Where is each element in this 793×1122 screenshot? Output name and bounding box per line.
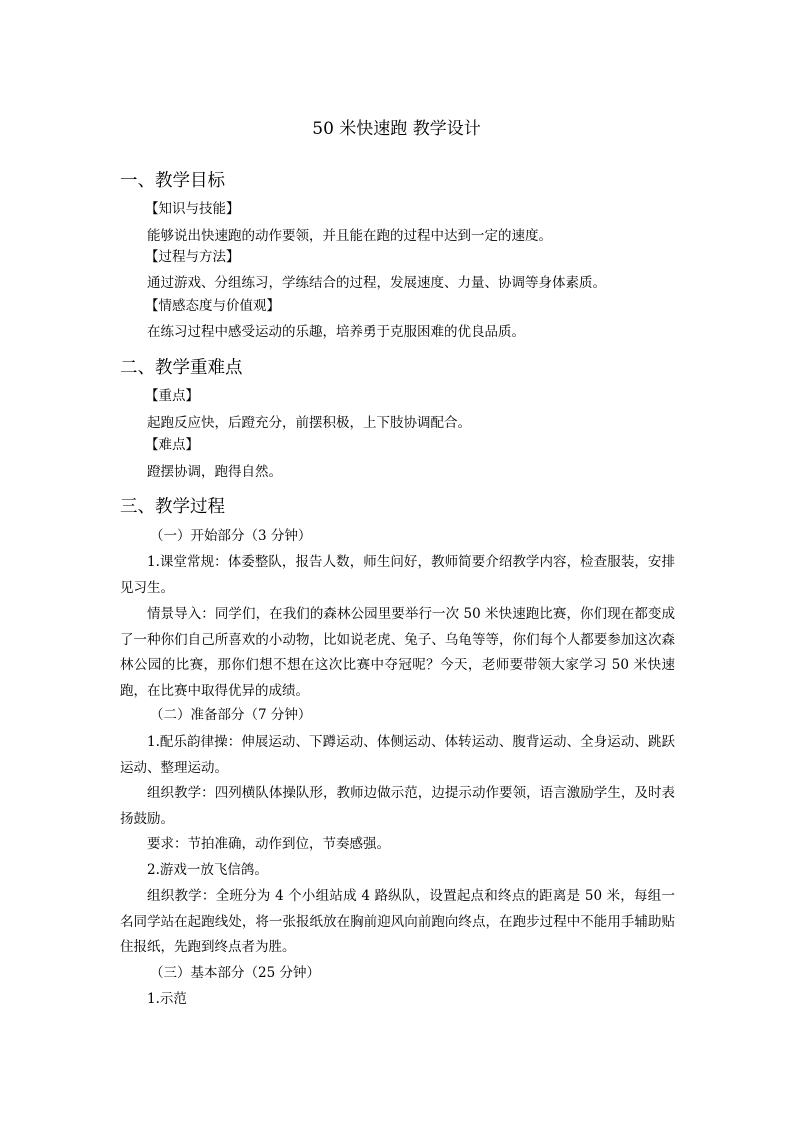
- part-heading-start: （一）开始部分（3 分钟）: [150, 528, 312, 544]
- section-heading-process: 三、教学过程: [120, 497, 225, 517]
- label-process-methods: 【过程与方法】: [145, 249, 240, 265]
- label-key-point: 【重点】: [145, 388, 199, 404]
- part-heading-basic: （三）基本部分（25 分钟）: [150, 965, 320, 981]
- paragraph-rhythm-exercise: 1.配乐韵律操：伸展运动、下蹲运动、体侧运动、体转运动、腹背运动、全身运动、跳跃运动、整理运动。: [120, 734, 675, 776]
- label-knowledge-skills: 【知识与技能】: [145, 201, 240, 217]
- paragraph-demonstration: 1.示范: [147, 991, 187, 1007]
- section-heading-objectives: 一、教学目标: [120, 171, 225, 191]
- paragraph-organization-2: 组织教学：全班分为 4 个小组站成 4 路纵队，设置起点和终点的距离是 50 米，每组一名同学站在起跑线处，将一张报纸放在胸前迎风向前跑向终点，在跑步过程中不能用手辅助贴住报纸，先跑到终点者为胜。: [120, 888, 675, 955]
- part-heading-preparation: （二）准备部分（7 分钟）: [150, 707, 312, 723]
- paragraph-game-title: 2.游戏一放飞信鸽。: [147, 862, 268, 878]
- text-process-methods: 通过游戏、分组练习，学练结合的过程，发展速度、力量、协调等身体素质。: [147, 275, 606, 291]
- text-key-point: 起跑反应快，后蹬充分，前摆积极，上下肢协调配合。: [147, 415, 471, 431]
- text-knowledge-skills: 能够说出快速跑的动作要领，并且能在跑的过程中达到一定的速度。: [147, 228, 552, 244]
- paragraph-class-routine: 1.课堂常规：体委整队，报告人数，师生问好，教师简要介绍教学内容，检查服装，安排见习生。: [120, 554, 675, 596]
- text-difficulty: 蹬摆协调，跑得自然。: [147, 464, 282, 480]
- document-title: 50 米快速跑 教学设计: [312, 119, 481, 139]
- label-difficulty: 【难点】: [145, 437, 199, 453]
- label-attitude-values: 【情感态度与价值观】: [145, 298, 280, 314]
- paragraph-requirements: 要求：节拍准确，动作到位，节奏感强。: [147, 836, 390, 852]
- paragraph-organization-1: 组织教学：四列横队体操队形，教师边做示范，边提示动作要领，语言激励学生，及时表扬鼓励。: [120, 785, 675, 827]
- text-attitude-values: 在练习过程中感受运动的乐趣，培养勇于克服困难的优良品质。: [147, 324, 525, 340]
- section-heading-key-points: 二、教学重难点: [120, 358, 243, 378]
- paragraph-scenario-intro: 情景导入：同学们，在我们的森林公园里要举行一次 50 米快速跑比赛，你们现在都变成了一种你们自己所喜欢的小动物，比如说老虎、兔子、乌龟等等，你们每个人都要参加这次森林公园的比赛，那你们想不想在这次比赛中夺冠呢？今天，老师要带领大家学习 50 米快速跑，在比赛中取得优异的成绩。: [120, 606, 675, 699]
